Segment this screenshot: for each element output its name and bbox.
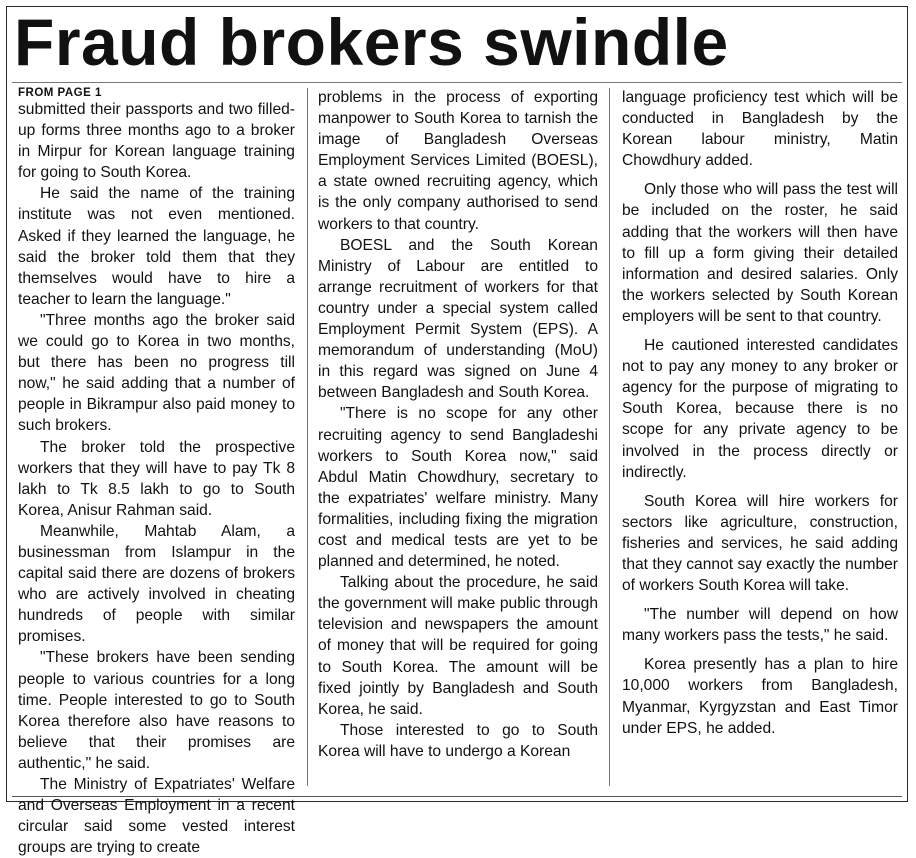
paragraph: He said the name of the training institute was not even mentioned. Asked if they learned the language, he said the broker told them that they themselves would have to hire a teacher to learn the language." (18, 185, 295, 308)
article-column-3 (622, 87, 898, 792)
paragraph: language proficiency test which will be conducted in Bangladesh by the Korean labour ministry, Matin Chowdhury added. (622, 89, 898, 170)
bottom-rule (12, 796, 902, 797)
paragraph: "There is no scope for any other recruiting agency to send Bangladeshi workers to South Korea now," said Abdul Matin Chowdhury, secretary to the expatriates' welfare ministry. Many formalities, including fixing the migration cost and medical tests are yet to be planned and determined, he noted. (318, 405, 598, 571)
headline-rule (12, 82, 902, 83)
headline: Fraud brokers swindle (14, 5, 729, 79)
paragraph: He cautioned interested candidates not to pay any money to any broker or agency for the purpose of migrating to South Korea, because there is no scope for any private agency to be involved in the process directly or indirectly. (622, 337, 898, 481)
paragraph: "These brokers have been sending people to various countries for a long time. People interested to go to South Korea therefore also have reasons to believe that their promises are authentic," he said. (18, 649, 295, 772)
paragraph: Korea presently has a plan to hire 10,000 workers from Bangladesh, Myanmar, Kyrgyzstan and East Timor under EPS, he added. (622, 656, 898, 737)
paragraph: Meanwhile, Mahtab Alam, a businessman from Islampur in the capital said there are dozens of brokers who are actively involved in cheating hundreds of people with similar promises. (18, 522, 295, 646)
paragraph: BOESL and the South Korean Ministry of Labour are entitled to arrange recruitment of workers for that country under a special system called Employment Permit System (EPS). A memorandum of understanding (MoU) in this regard was signed on June 4 between Bangladesh and South Korea. (318, 236, 598, 402)
paragraph: Only those who will pass the test will be included on the roster, he said adding that the workers will then have to fill up a form giving their detailed information and desired salaries. Only the workers selected by South Korean employers will be sent to that country. (622, 181, 898, 325)
paragraph: South Korea will hire workers for sectors like agriculture, construction, fisheries and services, he said adding that they cannot say exactly the number of workers South Korea will take. (622, 492, 898, 595)
paragraph: The Ministry of Expatriates' Welfare and Overseas Employment in a recent circular said some vested interest groups are trying to create (18, 776, 295, 857)
paragraph: submitted their passports and two filled-up forms three months ago to a broker in Mirpur for Korean language training for going to South Korea. (18, 101, 295, 182)
column-divider (609, 88, 610, 786)
paragraph: Talking about the procedure, he said the government will make public through television and newspapers the amount of money that will be required for going to South Korea. The amount will be fixed jointly by Bangladesh and South Korea, he said. (318, 574, 598, 718)
paragraph: "Three months ago the broker said we could go to Korea in two months, but there has been no progress till now," he said adding that a number of people in Bikrampur also paid money to such brokers. (18, 311, 295, 435)
paragraph: Those interested to go to South Korea will have to undergo a Korean (318, 721, 598, 760)
article-column-1 (18, 87, 295, 857)
article-column-2 (318, 87, 598, 792)
paragraph: problems in the process of exporting manpower to South Korea to tarnish the image of Bangladesh Overseas Employment Services Limited (BOESL), a state owned recruiting agency, which is the only company authorised to send workers to that country. (318, 89, 598, 233)
column-divider (307, 88, 308, 786)
paragraph: The broker told the prospective workers that they will have to pay Tk 8 lakh to Tk 8.5 lakh to go to South Korea, Anisur Rahman said. (18, 438, 295, 519)
paragraph: "The number will depend on how many workers pass the tests," he said. (622, 606, 898, 645)
jump-label: FROM PAGE 1 (18, 87, 102, 99)
